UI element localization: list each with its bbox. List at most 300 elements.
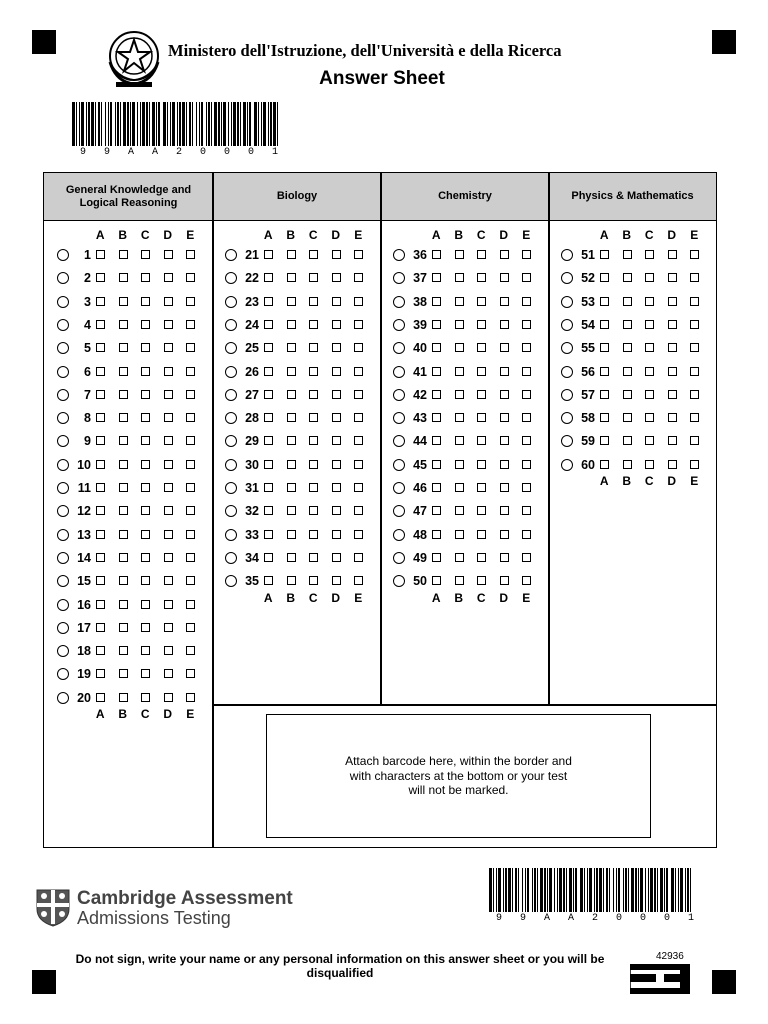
answer-box-e[interactable] <box>690 413 699 422</box>
answer-box-c[interactable] <box>141 436 150 445</box>
answer-box-a[interactable] <box>432 506 441 515</box>
answer-box-e[interactable] <box>354 297 363 306</box>
answer-box-e[interactable] <box>186 460 195 469</box>
answer-box-b[interactable] <box>455 367 464 376</box>
answer-box-a[interactable] <box>600 320 609 329</box>
answer-box-a[interactable] <box>432 367 441 376</box>
answer-box-a[interactable] <box>264 343 273 352</box>
answer-box-d[interactable] <box>332 367 341 376</box>
answer-box-d[interactable] <box>164 483 173 492</box>
answer-box-c[interactable] <box>309 390 318 399</box>
answer-box-e[interactable] <box>186 367 195 376</box>
answer-box-b[interactable] <box>119 273 128 282</box>
answer-box-b[interactable] <box>119 413 128 422</box>
answer-box-e[interactable] <box>354 343 363 352</box>
answer-box-a[interactable] <box>96 367 105 376</box>
answer-box-a[interactable] <box>264 273 273 282</box>
answer-box-e[interactable] <box>186 483 195 492</box>
answer-box-e[interactable] <box>354 436 363 445</box>
answer-box-c[interactable] <box>477 576 486 585</box>
answer-box-e[interactable] <box>354 460 363 469</box>
answer-box-c[interactable] <box>309 436 318 445</box>
answer-box-c[interactable] <box>141 250 150 259</box>
answer-box-a[interactable] <box>600 413 609 422</box>
answer-box-e[interactable] <box>522 413 531 422</box>
answer-box-a[interactable] <box>264 483 273 492</box>
answer-box-b[interactable] <box>623 367 632 376</box>
answer-box-d[interactable] <box>500 343 509 352</box>
answer-box-a[interactable] <box>96 343 105 352</box>
answer-box-c[interactable] <box>645 273 654 282</box>
answer-box-e[interactable] <box>186 250 195 259</box>
answer-box-d[interactable] <box>164 390 173 399</box>
answer-box-c[interactable] <box>645 460 654 469</box>
answer-box-c[interactable] <box>141 343 150 352</box>
answer-box-c[interactable] <box>141 669 150 678</box>
answer-box-d[interactable] <box>668 367 677 376</box>
answer-box-c[interactable] <box>309 250 318 259</box>
answer-box-b[interactable] <box>287 413 296 422</box>
answer-box-e[interactable] <box>186 273 195 282</box>
answer-box-e[interactable] <box>522 250 531 259</box>
answer-box-b[interactable] <box>119 530 128 539</box>
answer-box-b[interactable] <box>455 320 464 329</box>
answer-box-e[interactable] <box>690 460 699 469</box>
answer-box-a[interactable] <box>264 576 273 585</box>
answer-box-d[interactable] <box>164 297 173 306</box>
answer-box-b[interactable] <box>455 413 464 422</box>
answer-box-a[interactable] <box>96 250 105 259</box>
answer-box-c[interactable] <box>477 273 486 282</box>
answer-box-c[interactable] <box>309 530 318 539</box>
answer-box-e[interactable] <box>522 483 531 492</box>
answer-box-a[interactable] <box>96 553 105 562</box>
answer-box-e[interactable] <box>690 367 699 376</box>
answer-box-c[interactable] <box>477 460 486 469</box>
answer-box-c[interactable] <box>309 367 318 376</box>
answer-box-b[interactable] <box>119 297 128 306</box>
answer-box-d[interactable] <box>668 460 677 469</box>
answer-box-d[interactable] <box>500 367 509 376</box>
answer-box-c[interactable] <box>477 320 486 329</box>
answer-box-e[interactable] <box>354 553 363 562</box>
answer-box-e[interactable] <box>690 390 699 399</box>
answer-box-d[interactable] <box>500 483 509 492</box>
answer-box-a[interactable] <box>264 506 273 515</box>
answer-box-a[interactable] <box>264 390 273 399</box>
answer-box-d[interactable] <box>164 553 173 562</box>
answer-box-d[interactable] <box>332 460 341 469</box>
answer-box-b[interactable] <box>287 506 296 515</box>
answer-box-d[interactable] <box>500 297 509 306</box>
answer-box-c[interactable] <box>141 600 150 609</box>
answer-box-e[interactable] <box>690 297 699 306</box>
answer-box-b[interactable] <box>455 483 464 492</box>
answer-box-a[interactable] <box>264 460 273 469</box>
answer-box-a[interactable] <box>432 530 441 539</box>
answer-box-c[interactable] <box>477 343 486 352</box>
answer-box-c[interactable] <box>309 460 318 469</box>
answer-box-d[interactable] <box>164 576 173 585</box>
answer-box-b[interactable] <box>119 250 128 259</box>
answer-box-d[interactable] <box>164 413 173 422</box>
answer-box-d[interactable] <box>332 436 341 445</box>
answer-box-a[interactable] <box>432 413 441 422</box>
answer-box-e[interactable] <box>186 646 195 655</box>
answer-box-d[interactable] <box>332 530 341 539</box>
answer-box-c[interactable] <box>309 273 318 282</box>
answer-box-d[interactable] <box>332 576 341 585</box>
answer-box-a[interactable] <box>96 390 105 399</box>
answer-box-e[interactable] <box>522 390 531 399</box>
answer-box-c[interactable] <box>141 530 150 539</box>
answer-box-b[interactable] <box>287 390 296 399</box>
answer-box-c[interactable] <box>477 436 486 445</box>
answer-box-e[interactable] <box>522 297 531 306</box>
answer-box-e[interactable] <box>690 250 699 259</box>
answer-box-c[interactable] <box>309 483 318 492</box>
answer-box-a[interactable] <box>432 320 441 329</box>
answer-box-e[interactable] <box>690 436 699 445</box>
answer-box-e[interactable] <box>186 297 195 306</box>
answer-box-c[interactable] <box>477 297 486 306</box>
answer-box-a[interactable] <box>432 576 441 585</box>
answer-box-c[interactable] <box>141 460 150 469</box>
answer-box-e[interactable] <box>186 623 195 632</box>
answer-box-b[interactable] <box>287 320 296 329</box>
answer-box-a[interactable] <box>96 413 105 422</box>
answer-box-a[interactable] <box>264 367 273 376</box>
answer-box-c[interactable] <box>141 553 150 562</box>
answer-box-d[interactable] <box>164 320 173 329</box>
answer-box-d[interactable] <box>164 460 173 469</box>
answer-box-d[interactable] <box>668 413 677 422</box>
answer-box-a[interactable] <box>264 553 273 562</box>
answer-box-b[interactable] <box>119 576 128 585</box>
answer-box-c[interactable] <box>141 646 150 655</box>
answer-box-a[interactable] <box>264 530 273 539</box>
answer-box-b[interactable] <box>623 413 632 422</box>
answer-box-d[interactable] <box>332 250 341 259</box>
answer-box-a[interactable] <box>600 343 609 352</box>
answer-box-b[interactable] <box>623 343 632 352</box>
answer-box-d[interactable] <box>332 273 341 282</box>
answer-box-c[interactable] <box>477 506 486 515</box>
answer-box-c[interactable] <box>141 367 150 376</box>
answer-box-e[interactable] <box>186 576 195 585</box>
answer-box-b[interactable] <box>455 576 464 585</box>
answer-box-d[interactable] <box>332 553 341 562</box>
answer-box-b[interactable] <box>119 460 128 469</box>
answer-box-b[interactable] <box>455 553 464 562</box>
answer-box-e[interactable] <box>522 506 531 515</box>
answer-box-d[interactable] <box>164 646 173 655</box>
answer-box-c[interactable] <box>309 413 318 422</box>
answer-box-b[interactable] <box>455 273 464 282</box>
answer-box-d[interactable] <box>500 553 509 562</box>
answer-box-a[interactable] <box>600 367 609 376</box>
answer-box-a[interactable] <box>96 483 105 492</box>
answer-box-b[interactable] <box>455 436 464 445</box>
answer-box-b[interactable] <box>287 297 296 306</box>
answer-box-c[interactable] <box>645 343 654 352</box>
answer-box-c[interactable] <box>477 413 486 422</box>
answer-box-d[interactable] <box>164 530 173 539</box>
answer-box-d[interactable] <box>164 669 173 678</box>
answer-box-d[interactable] <box>164 343 173 352</box>
answer-box-b[interactable] <box>455 390 464 399</box>
answer-box-d[interactable] <box>668 297 677 306</box>
answer-box-a[interactable] <box>600 390 609 399</box>
answer-box-c[interactable] <box>141 390 150 399</box>
answer-box-b[interactable] <box>119 343 128 352</box>
answer-box-e[interactable] <box>186 506 195 515</box>
answer-box-a[interactable] <box>264 436 273 445</box>
answer-box-c[interactable] <box>645 413 654 422</box>
answer-box-d[interactable] <box>500 320 509 329</box>
answer-box-d[interactable] <box>500 436 509 445</box>
answer-box-d[interactable] <box>332 483 341 492</box>
answer-box-d[interactable] <box>500 250 509 259</box>
answer-box-d[interactable] <box>164 506 173 515</box>
answer-box-d[interactable] <box>500 273 509 282</box>
answer-box-a[interactable] <box>96 693 105 702</box>
answer-box-d[interactable] <box>668 273 677 282</box>
answer-box-d[interactable] <box>332 343 341 352</box>
answer-box-d[interactable] <box>164 250 173 259</box>
answer-box-e[interactable] <box>522 320 531 329</box>
answer-box-b[interactable] <box>287 576 296 585</box>
answer-box-a[interactable] <box>432 250 441 259</box>
answer-box-a[interactable] <box>96 460 105 469</box>
answer-box-c[interactable] <box>645 297 654 306</box>
answer-box-b[interactable] <box>287 530 296 539</box>
answer-box-e[interactable] <box>354 506 363 515</box>
answer-box-d[interactable] <box>668 320 677 329</box>
answer-box-e[interactable] <box>522 530 531 539</box>
answer-box-b[interactable] <box>119 669 128 678</box>
answer-box-e[interactable] <box>186 413 195 422</box>
answer-box-a[interactable] <box>600 297 609 306</box>
answer-box-b[interactable] <box>119 367 128 376</box>
answer-box-a[interactable] <box>432 436 441 445</box>
answer-box-e[interactable] <box>522 343 531 352</box>
answer-box-c[interactable] <box>645 320 654 329</box>
answer-box-b[interactable] <box>455 250 464 259</box>
answer-box-e[interactable] <box>186 669 195 678</box>
answer-box-a[interactable] <box>96 436 105 445</box>
answer-box-c[interactable] <box>477 530 486 539</box>
answer-box-d[interactable] <box>332 320 341 329</box>
answer-box-c[interactable] <box>477 553 486 562</box>
answer-box-a[interactable] <box>432 343 441 352</box>
answer-box-b[interactable] <box>119 390 128 399</box>
answer-box-a[interactable] <box>432 273 441 282</box>
answer-box-b[interactable] <box>287 273 296 282</box>
answer-box-b[interactable] <box>623 250 632 259</box>
answer-box-a[interactable] <box>432 483 441 492</box>
answer-box-a[interactable] <box>600 436 609 445</box>
answer-box-b[interactable] <box>623 390 632 399</box>
answer-box-c[interactable] <box>477 367 486 376</box>
answer-box-b[interactable] <box>119 693 128 702</box>
answer-box-b[interactable] <box>119 436 128 445</box>
answer-box-a[interactable] <box>96 576 105 585</box>
answer-box-c[interactable] <box>309 320 318 329</box>
answer-box-c[interactable] <box>645 436 654 445</box>
answer-box-d[interactable] <box>668 390 677 399</box>
answer-box-a[interactable] <box>96 646 105 655</box>
answer-box-b[interactable] <box>287 367 296 376</box>
answer-box-b[interactable] <box>287 250 296 259</box>
answer-box-c[interactable] <box>645 367 654 376</box>
answer-box-c[interactable] <box>141 623 150 632</box>
answer-box-a[interactable] <box>264 297 273 306</box>
answer-box-e[interactable] <box>186 320 195 329</box>
answer-box-c[interactable] <box>309 297 318 306</box>
answer-box-b[interactable] <box>623 320 632 329</box>
answer-box-a[interactable] <box>96 273 105 282</box>
answer-box-e[interactable] <box>354 390 363 399</box>
answer-box-e[interactable] <box>522 553 531 562</box>
answer-box-a[interactable] <box>96 623 105 632</box>
answer-box-c[interactable] <box>309 343 318 352</box>
answer-box-b[interactable] <box>119 320 128 329</box>
answer-box-d[interactable] <box>668 343 677 352</box>
answer-box-a[interactable] <box>432 390 441 399</box>
answer-box-d[interactable] <box>332 413 341 422</box>
answer-box-e[interactable] <box>186 530 195 539</box>
answer-box-b[interactable] <box>455 460 464 469</box>
answer-box-c[interactable] <box>141 320 150 329</box>
answer-box-b[interactable] <box>623 273 632 282</box>
answer-box-e[interactable] <box>186 390 195 399</box>
answer-box-e[interactable] <box>186 693 195 702</box>
answer-box-a[interactable] <box>96 669 105 678</box>
answer-box-a[interactable] <box>432 297 441 306</box>
answer-box-e[interactable] <box>354 413 363 422</box>
answer-box-c[interactable] <box>477 483 486 492</box>
answer-box-e[interactable] <box>354 483 363 492</box>
answer-box-e[interactable] <box>186 436 195 445</box>
answer-box-d[interactable] <box>164 367 173 376</box>
answer-box-b[interactable] <box>287 483 296 492</box>
answer-box-b[interactable] <box>119 623 128 632</box>
answer-box-b[interactable] <box>455 506 464 515</box>
answer-box-e[interactable] <box>354 320 363 329</box>
answer-box-e[interactable] <box>354 250 363 259</box>
answer-box-c[interactable] <box>309 506 318 515</box>
answer-box-d[interactable] <box>500 506 509 515</box>
answer-box-a[interactable] <box>96 297 105 306</box>
answer-box-c[interactable] <box>309 553 318 562</box>
answer-box-e[interactable] <box>522 436 531 445</box>
answer-box-c[interactable] <box>645 390 654 399</box>
answer-box-c[interactable] <box>309 576 318 585</box>
answer-box-e[interactable] <box>522 273 531 282</box>
answer-box-b[interactable] <box>623 460 632 469</box>
answer-box-b[interactable] <box>119 506 128 515</box>
answer-box-c[interactable] <box>141 483 150 492</box>
answer-box-a[interactable] <box>600 460 609 469</box>
answer-box-b[interactable] <box>119 600 128 609</box>
answer-box-e[interactable] <box>690 320 699 329</box>
answer-box-b[interactable] <box>119 646 128 655</box>
answer-box-a[interactable] <box>432 460 441 469</box>
answer-box-b[interactable] <box>623 297 632 306</box>
answer-box-e[interactable] <box>186 600 195 609</box>
answer-box-b[interactable] <box>455 530 464 539</box>
answer-box-a[interactable] <box>264 413 273 422</box>
answer-box-c[interactable] <box>141 506 150 515</box>
answer-box-d[interactable] <box>332 506 341 515</box>
answer-box-c[interactable] <box>141 413 150 422</box>
answer-box-d[interactable] <box>164 273 173 282</box>
answer-box-a[interactable] <box>600 250 609 259</box>
answer-box-d[interactable] <box>164 693 173 702</box>
answer-box-b[interactable] <box>119 483 128 492</box>
answer-box-d[interactable] <box>668 436 677 445</box>
answer-box-b[interactable] <box>287 343 296 352</box>
answer-box-d[interactable] <box>500 576 509 585</box>
answer-box-b[interactable] <box>623 436 632 445</box>
answer-box-d[interactable] <box>668 250 677 259</box>
answer-box-d[interactable] <box>164 623 173 632</box>
answer-box-e[interactable] <box>354 530 363 539</box>
answer-box-e[interactable] <box>354 273 363 282</box>
answer-box-a[interactable] <box>96 600 105 609</box>
answer-box-e[interactable] <box>690 273 699 282</box>
answer-box-b[interactable] <box>287 553 296 562</box>
answer-box-d[interactable] <box>164 436 173 445</box>
answer-box-d[interactable] <box>500 413 509 422</box>
answer-box-e[interactable] <box>186 553 195 562</box>
answer-box-d[interactable] <box>500 390 509 399</box>
answer-box-c[interactable] <box>141 273 150 282</box>
answer-box-b[interactable] <box>119 553 128 562</box>
answer-box-e[interactable] <box>522 367 531 376</box>
answer-box-d[interactable] <box>332 297 341 306</box>
answer-box-c[interactable] <box>141 576 150 585</box>
answer-box-e[interactable] <box>690 343 699 352</box>
answer-box-b[interactable] <box>455 343 464 352</box>
answer-box-c[interactable] <box>477 390 486 399</box>
answer-box-a[interactable] <box>96 530 105 539</box>
answer-box-c[interactable] <box>141 693 150 702</box>
answer-box-b[interactable] <box>287 436 296 445</box>
answer-box-e[interactable] <box>522 460 531 469</box>
answer-box-e[interactable] <box>522 576 531 585</box>
answer-box-c[interactable] <box>141 297 150 306</box>
answer-box-a[interactable] <box>432 553 441 562</box>
answer-box-e[interactable] <box>354 367 363 376</box>
answer-box-d[interactable] <box>500 530 509 539</box>
answer-box-c[interactable] <box>645 250 654 259</box>
answer-box-e[interactable] <box>186 343 195 352</box>
answer-box-a[interactable] <box>264 320 273 329</box>
answer-box-a[interactable] <box>96 320 105 329</box>
answer-box-d[interactable] <box>500 460 509 469</box>
answer-box-b[interactable] <box>287 460 296 469</box>
answer-box-d[interactable] <box>332 390 341 399</box>
answer-box-b[interactable] <box>455 297 464 306</box>
answer-box-d[interactable] <box>164 600 173 609</box>
answer-box-a[interactable] <box>96 506 105 515</box>
answer-box-c[interactable] <box>477 250 486 259</box>
answer-box-a[interactable] <box>264 250 273 259</box>
answer-box-a[interactable] <box>600 273 609 282</box>
answer-box-e[interactable] <box>354 576 363 585</box>
